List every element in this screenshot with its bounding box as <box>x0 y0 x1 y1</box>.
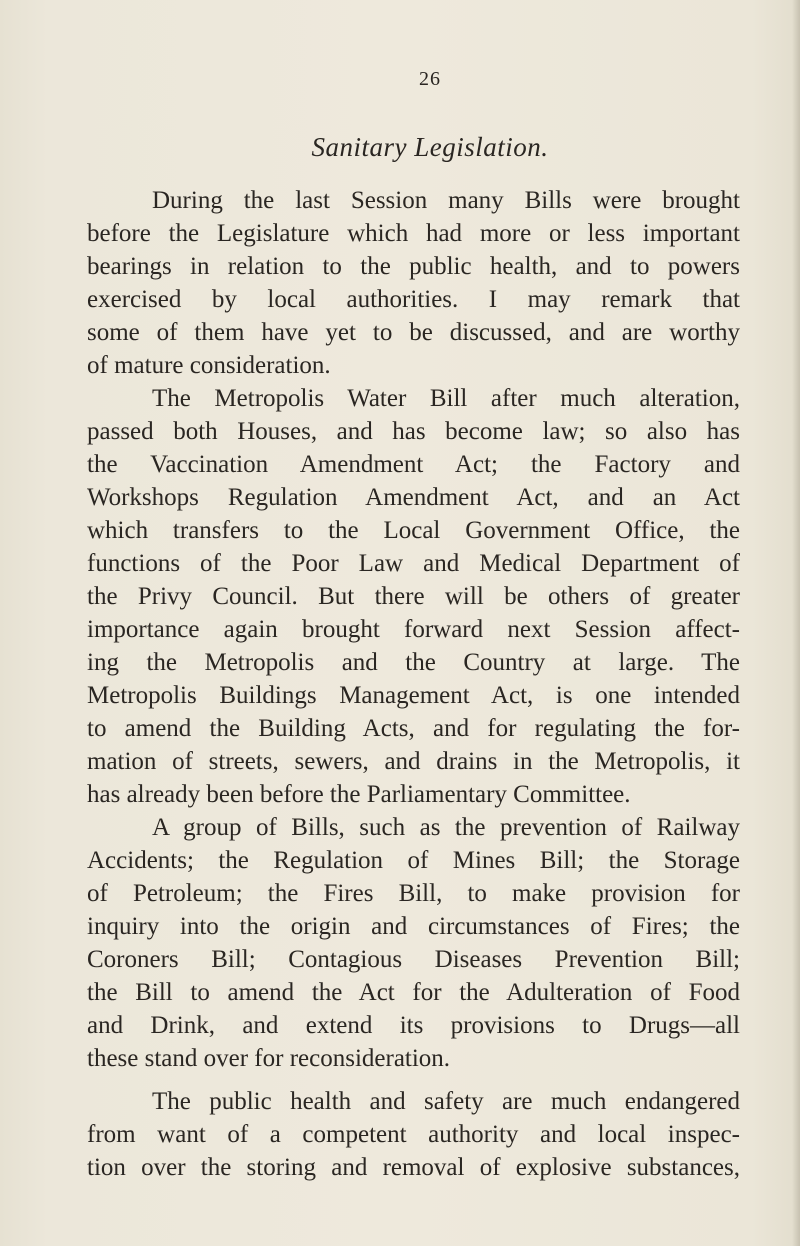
text-line: importance again brought forward next Session affect- <box>87 616 740 643</box>
text-line: the Privy Council. But there will be others of greater <box>87 583 740 610</box>
text-line: from want of a competent authority and local inspec- <box>87 1121 740 1148</box>
text-line: tion over the storing and removal of explosive substances, <box>87 1154 740 1181</box>
text-line: and Drink, and extend its provisions to Drugs—all <box>87 1012 740 1039</box>
text-line: Accidents; the Regulation of Mines Bill; the Storage <box>87 847 740 874</box>
text-line: to amend the Building Acts, and for regulating the for- <box>87 715 740 742</box>
text-line: inquiry into the origin and circumstances of Fires; the <box>87 913 740 940</box>
page-edge-shadow <box>792 0 800 1246</box>
text-line: of Petroleum; the Fires Bill, to make provision for <box>87 880 740 907</box>
section-title: Sanitary Legislation. <box>311 132 549 162</box>
text-line: Workshops Regulation Amendment Act, and an Act <box>87 484 740 511</box>
text-line: of mature consideration. <box>87 352 331 379</box>
text-line: the Bill to amend the Act for the Adulteration of Food <box>87 979 740 1006</box>
text-line: exercised by local authorities. I may remark that <box>87 286 740 313</box>
text-line: passed both Houses, and has become law; so also has <box>87 418 740 445</box>
text-line: The public health and safety are much endangered <box>152 1088 740 1115</box>
text-line: Metropolis Buildings Management Act, is one intended <box>87 682 740 709</box>
text-line: the Vaccination Amendment Act; the Factory and <box>87 451 740 478</box>
text-line: A group of Bills, such as the prevention of Railway <box>152 814 740 841</box>
text-line: which transfers to the Local Government Office, the <box>87 517 740 544</box>
text-line: bearings in relation to the public health, and to powers <box>87 253 740 280</box>
text-line: functions of the Poor Law and Medical Department of <box>87 550 740 577</box>
text-line: has already been before the Parliamentary Committee. <box>87 781 631 808</box>
text-line: ing the Metropolis and the Country at large. The <box>87 649 740 676</box>
text-line: these stand over for reconsideration. <box>87 1045 451 1072</box>
text-line: before the Legislature which had more or less important <box>87 220 740 247</box>
text-line: Coroners Bill; Contagious Diseases Prevention Bill; <box>87 946 740 973</box>
text-line: mation of streets, sewers, and drains in the Metropolis, it <box>87 748 740 775</box>
page-number: 26 <box>419 68 441 90</box>
text-line: The Metropolis Water Bill after much alteration, <box>152 385 740 412</box>
text-line: some of them have yet to be discussed, and are worthy <box>87 319 740 346</box>
text-line: During the last Session many Bills were brought <box>152 187 740 214</box>
